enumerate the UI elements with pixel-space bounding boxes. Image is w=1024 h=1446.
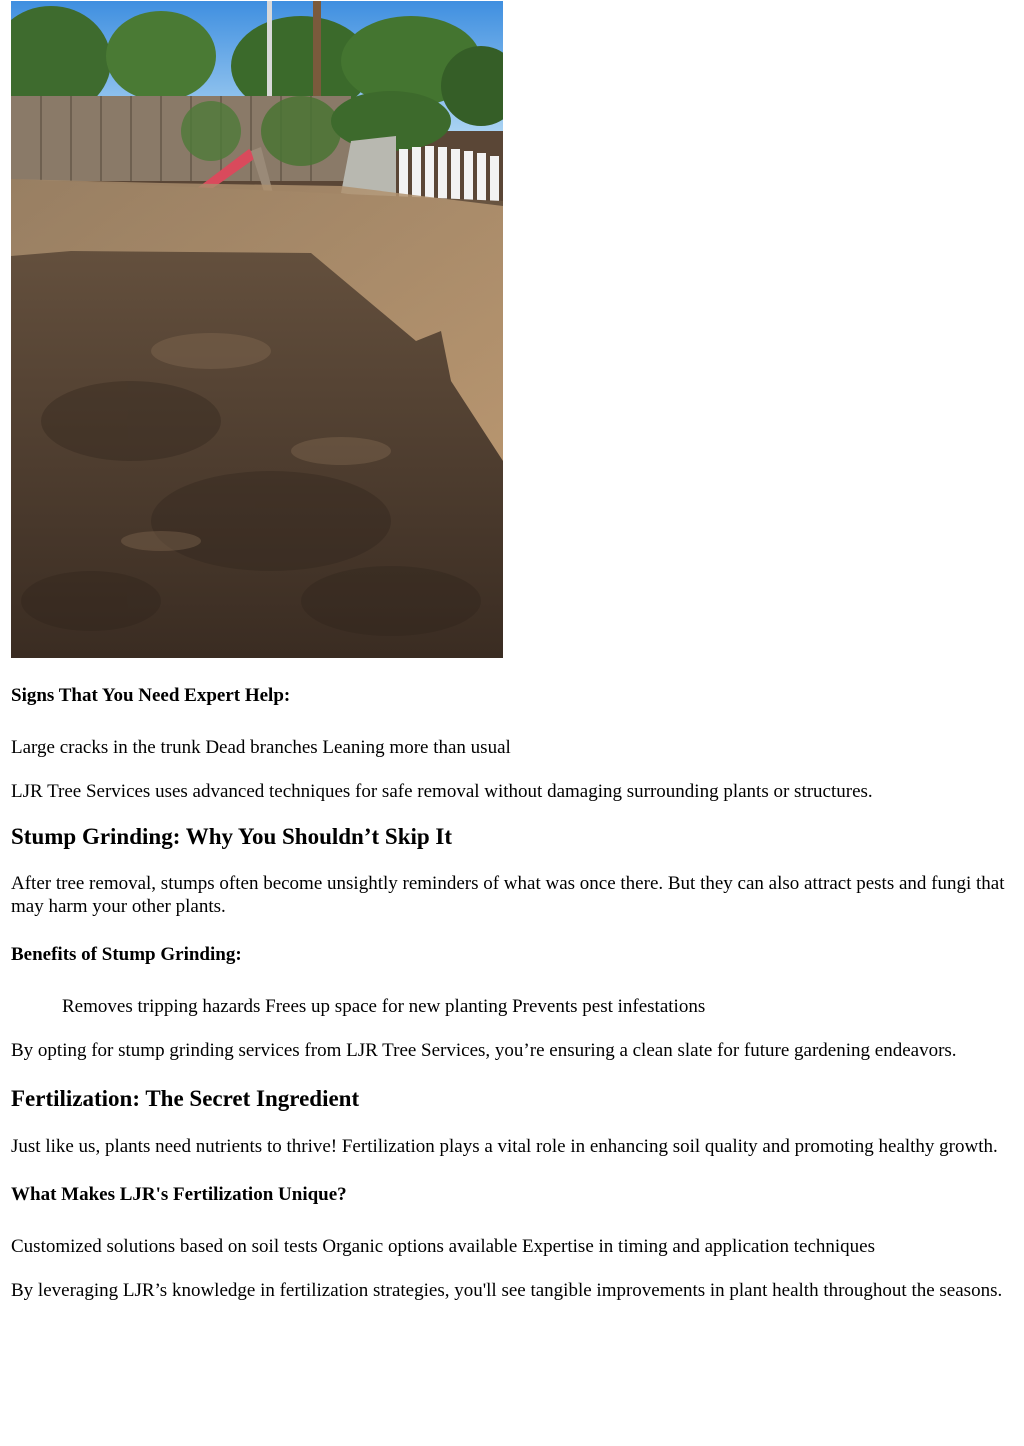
signs-paragraph: LJR Tree Services uses advanced techniques for safe removal without damaging surrounding plants or structures. [11, 781, 873, 802]
signs-list: Large cracks in the trunk Dead branches Leaning more than usual [11, 737, 511, 758]
article-content [11, 683, 1016, 1302]
benefits-paragraph: By opting for stump grinding services from LJR Tree Services, you’re ensuring a clean slate for future gardening endeavors. [11, 1040, 957, 1061]
fertilization-paragraph: Just like us, plants need nutrients to thrive! Fertilization plays a vital role in enhancing soil quality and promoting healthy growth. [11, 1136, 998, 1157]
signs-heading: Signs That You Need Expert Help: [11, 685, 291, 706]
unique-paragraph: By leveraging LJR’s knowledge in fertilization strategies, you'll see tangible improvements in plant health throughout the seasons. [11, 1280, 1003, 1301]
unique-list: Customized solutions based on soil tests Organic options available Expertise in timing and application techniques [11, 1236, 875, 1257]
stump-grinding-heading: Stump Grinding: Why You Shouldn’t Skip It [11, 824, 453, 849]
unique-heading: What Makes LJR's Fertilization Unique? [11, 1184, 347, 1205]
benefits-list: Removes tripping hazards Frees up space for new planting Prevents pest infestations [62, 996, 706, 1017]
stump-grinding-paragraph: After tree removal, stumps often become unsightly reminders of what was once there. But they can also attract pests and fungi that may harm your other plants. [11, 873, 1005, 917]
backyard-photo [11, 1, 503, 658]
benefits-heading: Benefits of Stump Grinding: [11, 944, 242, 965]
fertilization-heading: Fertilization: The Secret Ingredient [11, 1086, 360, 1111]
